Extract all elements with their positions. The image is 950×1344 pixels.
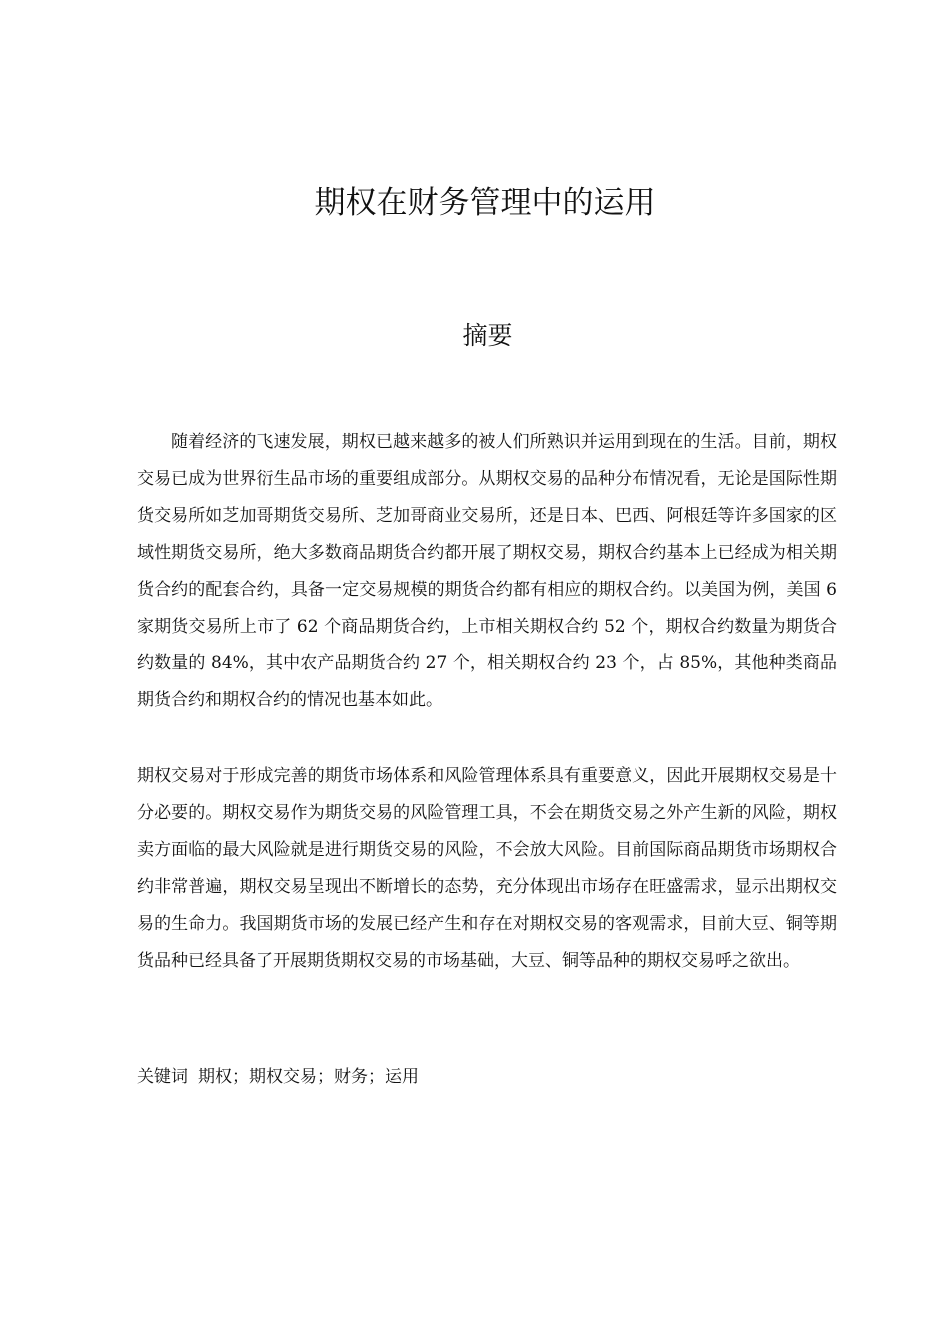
keywords-text: 期权；期权交易；财务；运用 bbox=[198, 1067, 419, 1087]
abstract-paragraph-1: 随着经济的飞速发展，期权已越来越多的被人们所熟识并运用到现在的生活。目前，期权交易已成为世界衍生品市场的重要组成部分。从期权交易的品种分布情况看，无论是国际性期货交易所如芝加哥期货交易所、芝加哥商业交易所，还是日本、巴西、阿根廷等许多国家的区域性期货交易所，绝大多数商品期货合约都开展了期权交易，期权合约基本上已经成为相关期货合约的配套合约，具备一定交易规模的期货合约都有相应的期权合约。以美国为例，美国 6 家期货交易所上市了 62 个商品期货合约，上市相关期权合约 52 个，期权合约数量为期货合约数量的 84%，其中农产品期货合约 27 个，相关期权合约 23 个，占 85%，其他种类商品期货合约和期权合约的情况也基本如此。 bbox=[137, 432, 837, 711]
keywords-label: 关键词 bbox=[137, 1067, 188, 1087]
document-title: 期权在财务管理中的运用 bbox=[314, 185, 656, 221]
abstract-heading: 摘要 bbox=[462, 321, 513, 350]
abstract-paragraph-2: 期权交易对于形成完善的期货市场体系和风险管理体系具有重要意义，因此开展期权交易是十分必要的。期权交易作为期货交易的风险管理工具，不会在期货交易之外产生新的风险，期权卖方面临的最大风险就是进行期货交易的风险，不会放大风险。目前国际商品期货市场期权合约非常普遍，期权交易呈现出不断增长的态势，充分体现出市场存在旺盛需求，显示出期权交易的生命力。我国期货市场的发展已经产生和存在对期权交易的客观需求，目前大豆、铜等期货品种已经具备了开展期货期权交易的市场基础，大豆、铜等品种的期权交易呼之欲出。 bbox=[137, 766, 837, 971]
keywords-line bbox=[137, 1062, 837, 1092]
